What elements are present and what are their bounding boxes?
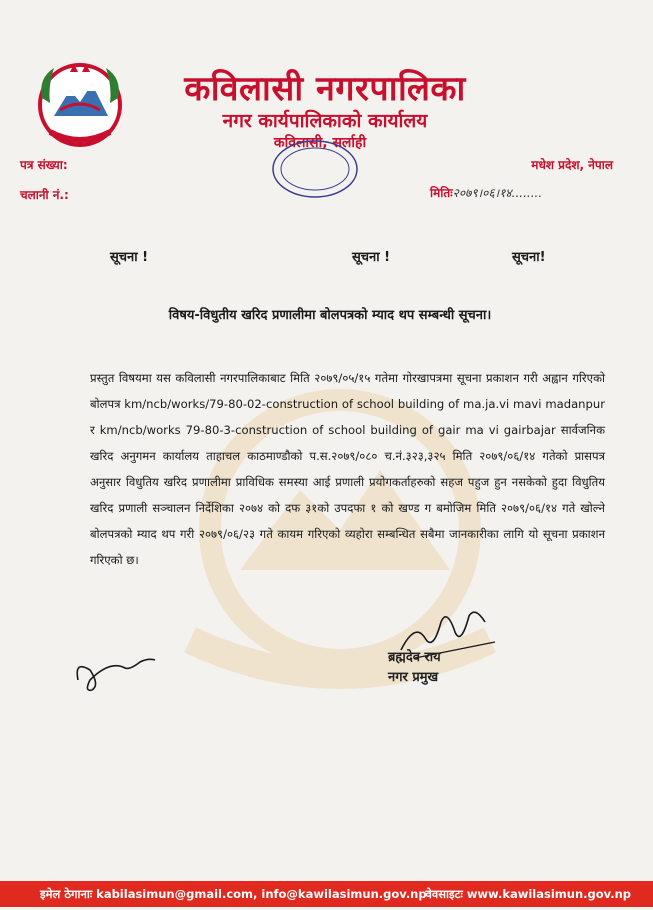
footer-email <box>40 887 427 902</box>
signer-name: ब्रह्मदेव राय <box>388 650 441 665</box>
notice-heading-3: सूचना! <box>512 250 546 265</box>
notice-body: प्रस्तुत विषयमा यस कविलासी नगरपालिकाबाट मिति २०७९/०५/१५ गतेमा गोरखापत्रमा सूचना प्रकाशन गरी अह्वान गरिएको बोलपत्र km/ncb/works/79-80-02-construction of school building of ma.ja.vi mavi madanpur र km/ncb/works 79-80-3-construction of school building of gair ma vi gairbajar सार्वजनिक खरिद अनुगमन कार्यालय ताहाचल काठमाण्डौको प.स.२०७९/०८० च.नं.३२३,३२५ मिति २०७९/०६/१४ गतेको प्रासपत्र अनुसार विधुतिय खरिद प्रणालीमा प्राविधिक समस्या आई प्रणाली प्रयोगकर्ताहरुको सहज पहुज हुन नसकेको हुदा विधुतिय खरिद प्रणाली सञ्चालन निर्देशिका २०७४ को दफ ३१को उपदफा १ को खण्ड ग बमोजिम मिति २०७९/०६/१४ गते खोल्ने बोलपत्रको म्याद थप गरी २०७९/०६/२३ गते कायम गरिएको व्यहोरा सम्बन्धित सबैमा जानकारीका लागि यो सूचना प्रकाशन गरिएको छ। <box>90 371 605 567</box>
province-label: मधेश प्रदेश, नेपाल <box>531 158 613 172</box>
letter-number-label: पत्र संख्या: <box>20 158 68 172</box>
signer-designation: नगर प्रमुख <box>388 670 439 685</box>
footer-website <box>425 887 631 902</box>
office-stamp-icon <box>270 138 360 200</box>
dispatch-number-label: चलानी नं.: <box>20 188 69 202</box>
date-value: २०७९।०६।१४........ <box>452 186 543 200</box>
date-label: मितिः <box>430 186 453 200</box>
website-link[interactable]: www.kawilasimun.gov.np <box>466 887 631 901</box>
website-label: वेवसाइटः <box>425 887 463 901</box>
date-field <box>430 184 542 201</box>
notice-heading-2: सूचना ! <box>352 250 391 265</box>
left-signature-icon <box>70 640 160 700</box>
municipality-emblem-icon <box>30 58 130 153</box>
signer-block <box>388 648 528 688</box>
email-label: इमेल ठेगानाः <box>40 887 93 901</box>
email-links[interactable]: kabilasimun@gmail.com, info@kawilasimun.gov.np <box>96 887 427 901</box>
subject-line: विषय-विधुतीय खरिद प्रणालीमा बोलपत्रको म्याद थप सम्बन्धी सूचना। <box>168 308 492 323</box>
office-title: नगर कार्यपालिकाको कार्यालय <box>222 110 428 132</box>
footer-bar <box>0 881 653 907</box>
notice-heading-1: सूचना ! <box>110 250 149 265</box>
office-location: कविलासी, सर्लाही <box>273 135 367 151</box>
municipality-title: कविलासी नगरपालिका <box>184 69 466 109</box>
